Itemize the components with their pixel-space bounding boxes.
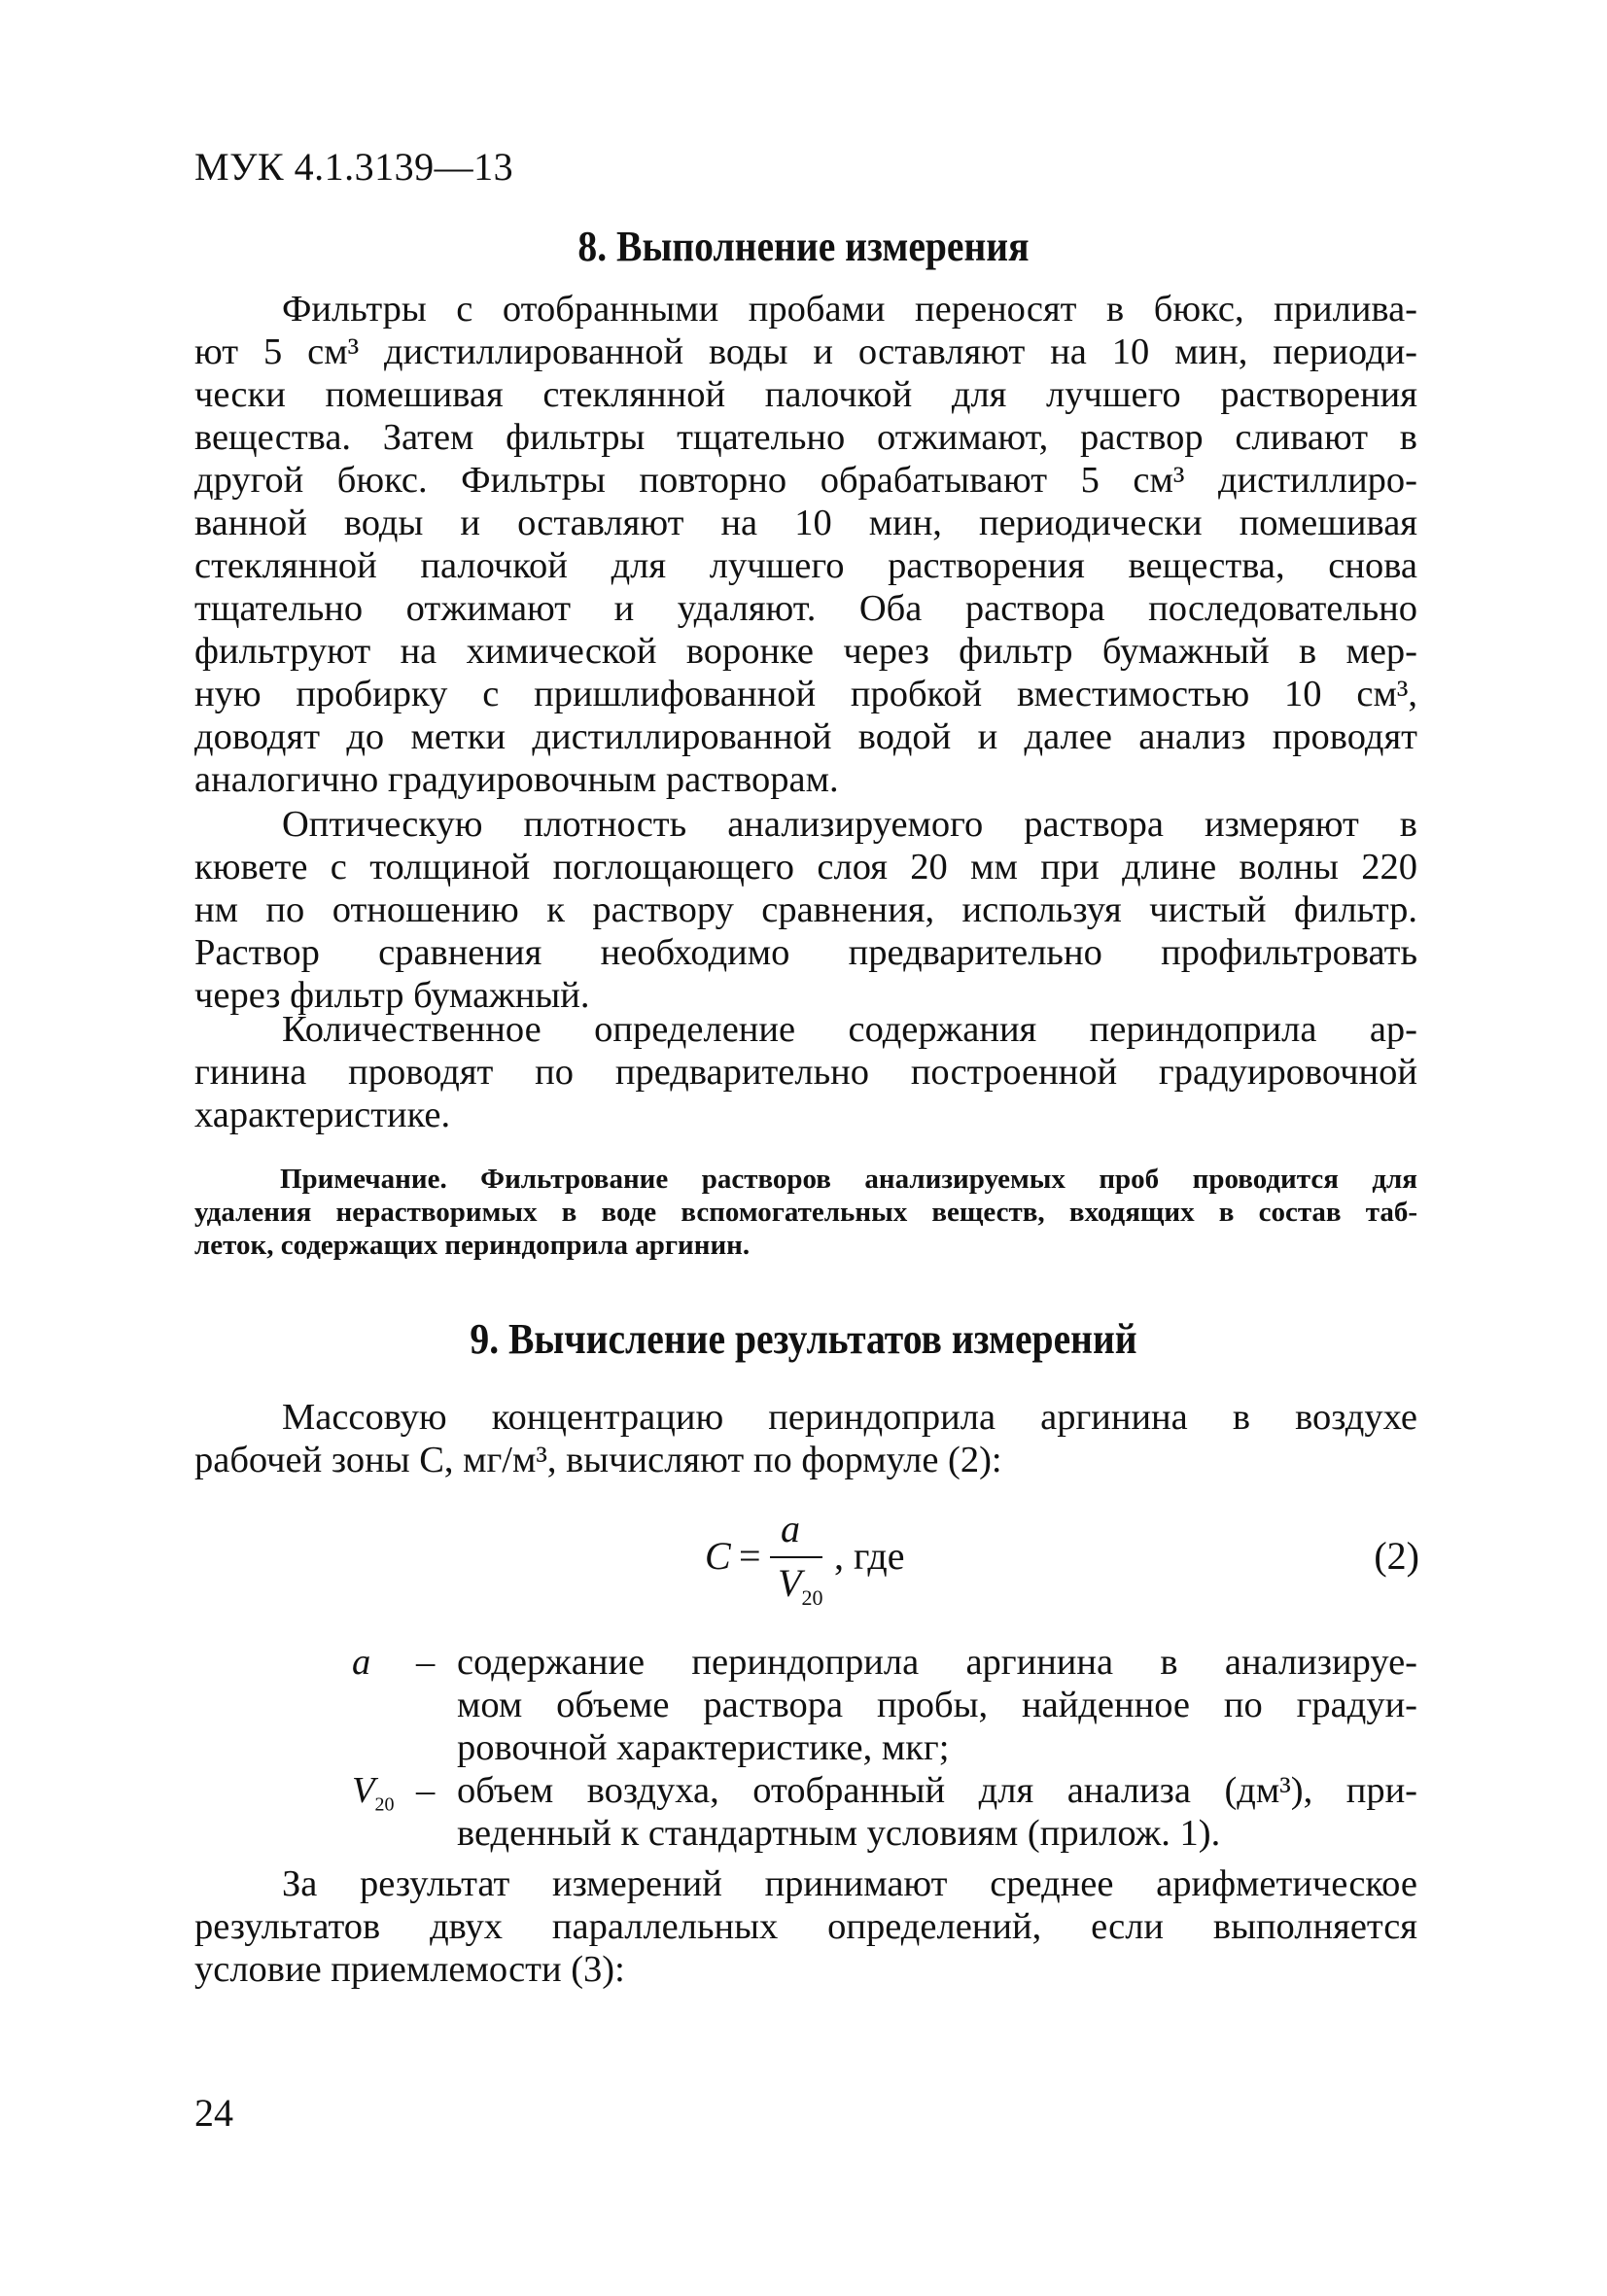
- text-line: результатов двух параллельных определений, если выполняется: [194, 1906, 1417, 1947]
- text-line: гинина проводят по предварительно построенной градуировочной: [194, 1052, 1417, 1093]
- text-line: условие приемлемости (3):: [194, 1949, 625, 1990]
- document-code: МУК 4.1.3139—13: [194, 145, 514, 189]
- text-line: Раствор сравнения необходимо предварительно профильтровать: [194, 932, 1417, 973]
- symbol-text: V: [352, 1770, 375, 1811]
- text-line: другой бюкс. Фильтры повторно обрабатывают 5 см³ дистиллиро-: [194, 460, 1417, 501]
- text-line: рабочей зоны С, мг/м³, вычисляют по формуле (2):: [194, 1440, 1002, 1480]
- section-9-heading: 9. Вычисление результатов измерений: [470, 1315, 1137, 1363]
- text-line: стеклянной палочкой для лучшего растворения вещества, снова: [194, 545, 1417, 586]
- section-8-paragraph-2: [194, 803, 1417, 1017]
- note-line: леток, содержащих периндоприла аргинин.: [194, 1230, 751, 1261]
- text-line: За результат измерений принимают среднее арифметическое: [282, 1863, 1417, 1904]
- page-number: 24: [194, 2091, 233, 2135]
- denominator-symbol: V: [778, 1561, 802, 1605]
- text-line: Количественное определение содержания периндоприла ар-: [282, 1009, 1417, 1050]
- definition-line: содержание периндоприла аргинина в анализируе-: [457, 1642, 1417, 1683]
- section-8-note: [194, 1163, 1417, 1262]
- definition-dash: –: [416, 1770, 436, 1811]
- text-line: ванной воды и оставляют на 10 мин, периодически помешивая: [194, 503, 1417, 543]
- denominator-subscript: 20: [801, 1585, 823, 1610]
- definition-line: объем воздуха, отобранный для анализа (дм³), при-: [457, 1770, 1417, 1811]
- formula-equals: =: [739, 1534, 761, 1578]
- text-line: вещества. Затем фильтры тщательно отжимают, раствор сливают в: [194, 417, 1417, 458]
- definition-symbol: [352, 1641, 370, 1698]
- symbol-text: a: [352, 1642, 371, 1683]
- section-8-heading: 8. Выполнение измерения: [577, 223, 1030, 270]
- symbol-subscript: 20: [374, 1793, 395, 1816]
- text-line: ют 5 см³ дистиллированной воды и оставляют на 10 мин, периоди-: [194, 331, 1417, 372]
- definition-item: [194, 1769, 1417, 1855]
- definition-body: [457, 1641, 1417, 1769]
- text-line: тщательно отжимают и удаляют. Оба раствора последовательно: [194, 588, 1417, 629]
- section-9-paragraph-2: [194, 1862, 1417, 1991]
- text-line: чески помешивая стеклянной палочкой для лучшего растворения: [194, 374, 1417, 415]
- section-8-paragraph-1: [194, 288, 1417, 801]
- formula-2: [681, 1507, 1419, 1628]
- text-line: Фильтры с отобранными пробами переносят в бюкс, прилива-: [282, 289, 1417, 330]
- text-line: кювете с толщиной поглощающего слоя 20 мм при длине волны 220: [194, 847, 1417, 887]
- text-line: Массовую концентрацию периндоприла аргинина в воздухе: [282, 1397, 1417, 1438]
- text-line: характеристике.: [194, 1095, 451, 1135]
- formula-number: (2): [1374, 1534, 1419, 1578]
- formula-definitions: [194, 1641, 1417, 1855]
- text-line: нм по отношению к раствору сравнения, используя чистый фильтр.: [194, 889, 1417, 930]
- formula-denominator: [778, 1560, 822, 1611]
- formula-suffix: , где: [834, 1534, 905, 1578]
- definition-line: мом объеме раствора пробы, найденное по градуи-: [457, 1685, 1417, 1725]
- definition-item: [194, 1641, 1417, 1769]
- text-line: ную пробирку с пришлифованной пробкой вместимостью 10 см³,: [194, 674, 1417, 714]
- text-line: Оптическую плотность анализируемого раствора измеряют в: [282, 804, 1417, 845]
- text-line: аналогично градуировочным растворам.: [194, 759, 839, 800]
- definition-line: ровочной характеристике, мкг;: [457, 1727, 950, 1768]
- note-line: Примечание. Фильтрование растворов анализируемых проб проводится для: [280, 1164, 1417, 1195]
- text-line: фильтруют на химической воронке через фильтр бумажный в мер-: [194, 631, 1417, 672]
- definition-dash: –: [416, 1642, 436, 1683]
- text-line: доводят до метки дистиллированной водой и далее анализ проводят: [194, 716, 1417, 757]
- definition-line: веденный к стандартным условиям (прилож. 1).: [457, 1813, 1221, 1854]
- formula-numerator: a: [781, 1507, 800, 1550]
- section-9-paragraph-1: [194, 1396, 1417, 1481]
- fraction-bar: [770, 1556, 822, 1558]
- note-line: удаления нерастворимых в воде вспомогательных веществ, входящих в состав таб-: [194, 1197, 1417, 1228]
- definition-symbol: [352, 1769, 395, 1826]
- formula-lhs: C: [705, 1534, 731, 1578]
- text-line: через фильтр бумажный.: [194, 975, 590, 1016]
- definition-body: [457, 1769, 1417, 1855]
- section-8-paragraph-3: [194, 1008, 1417, 1136]
